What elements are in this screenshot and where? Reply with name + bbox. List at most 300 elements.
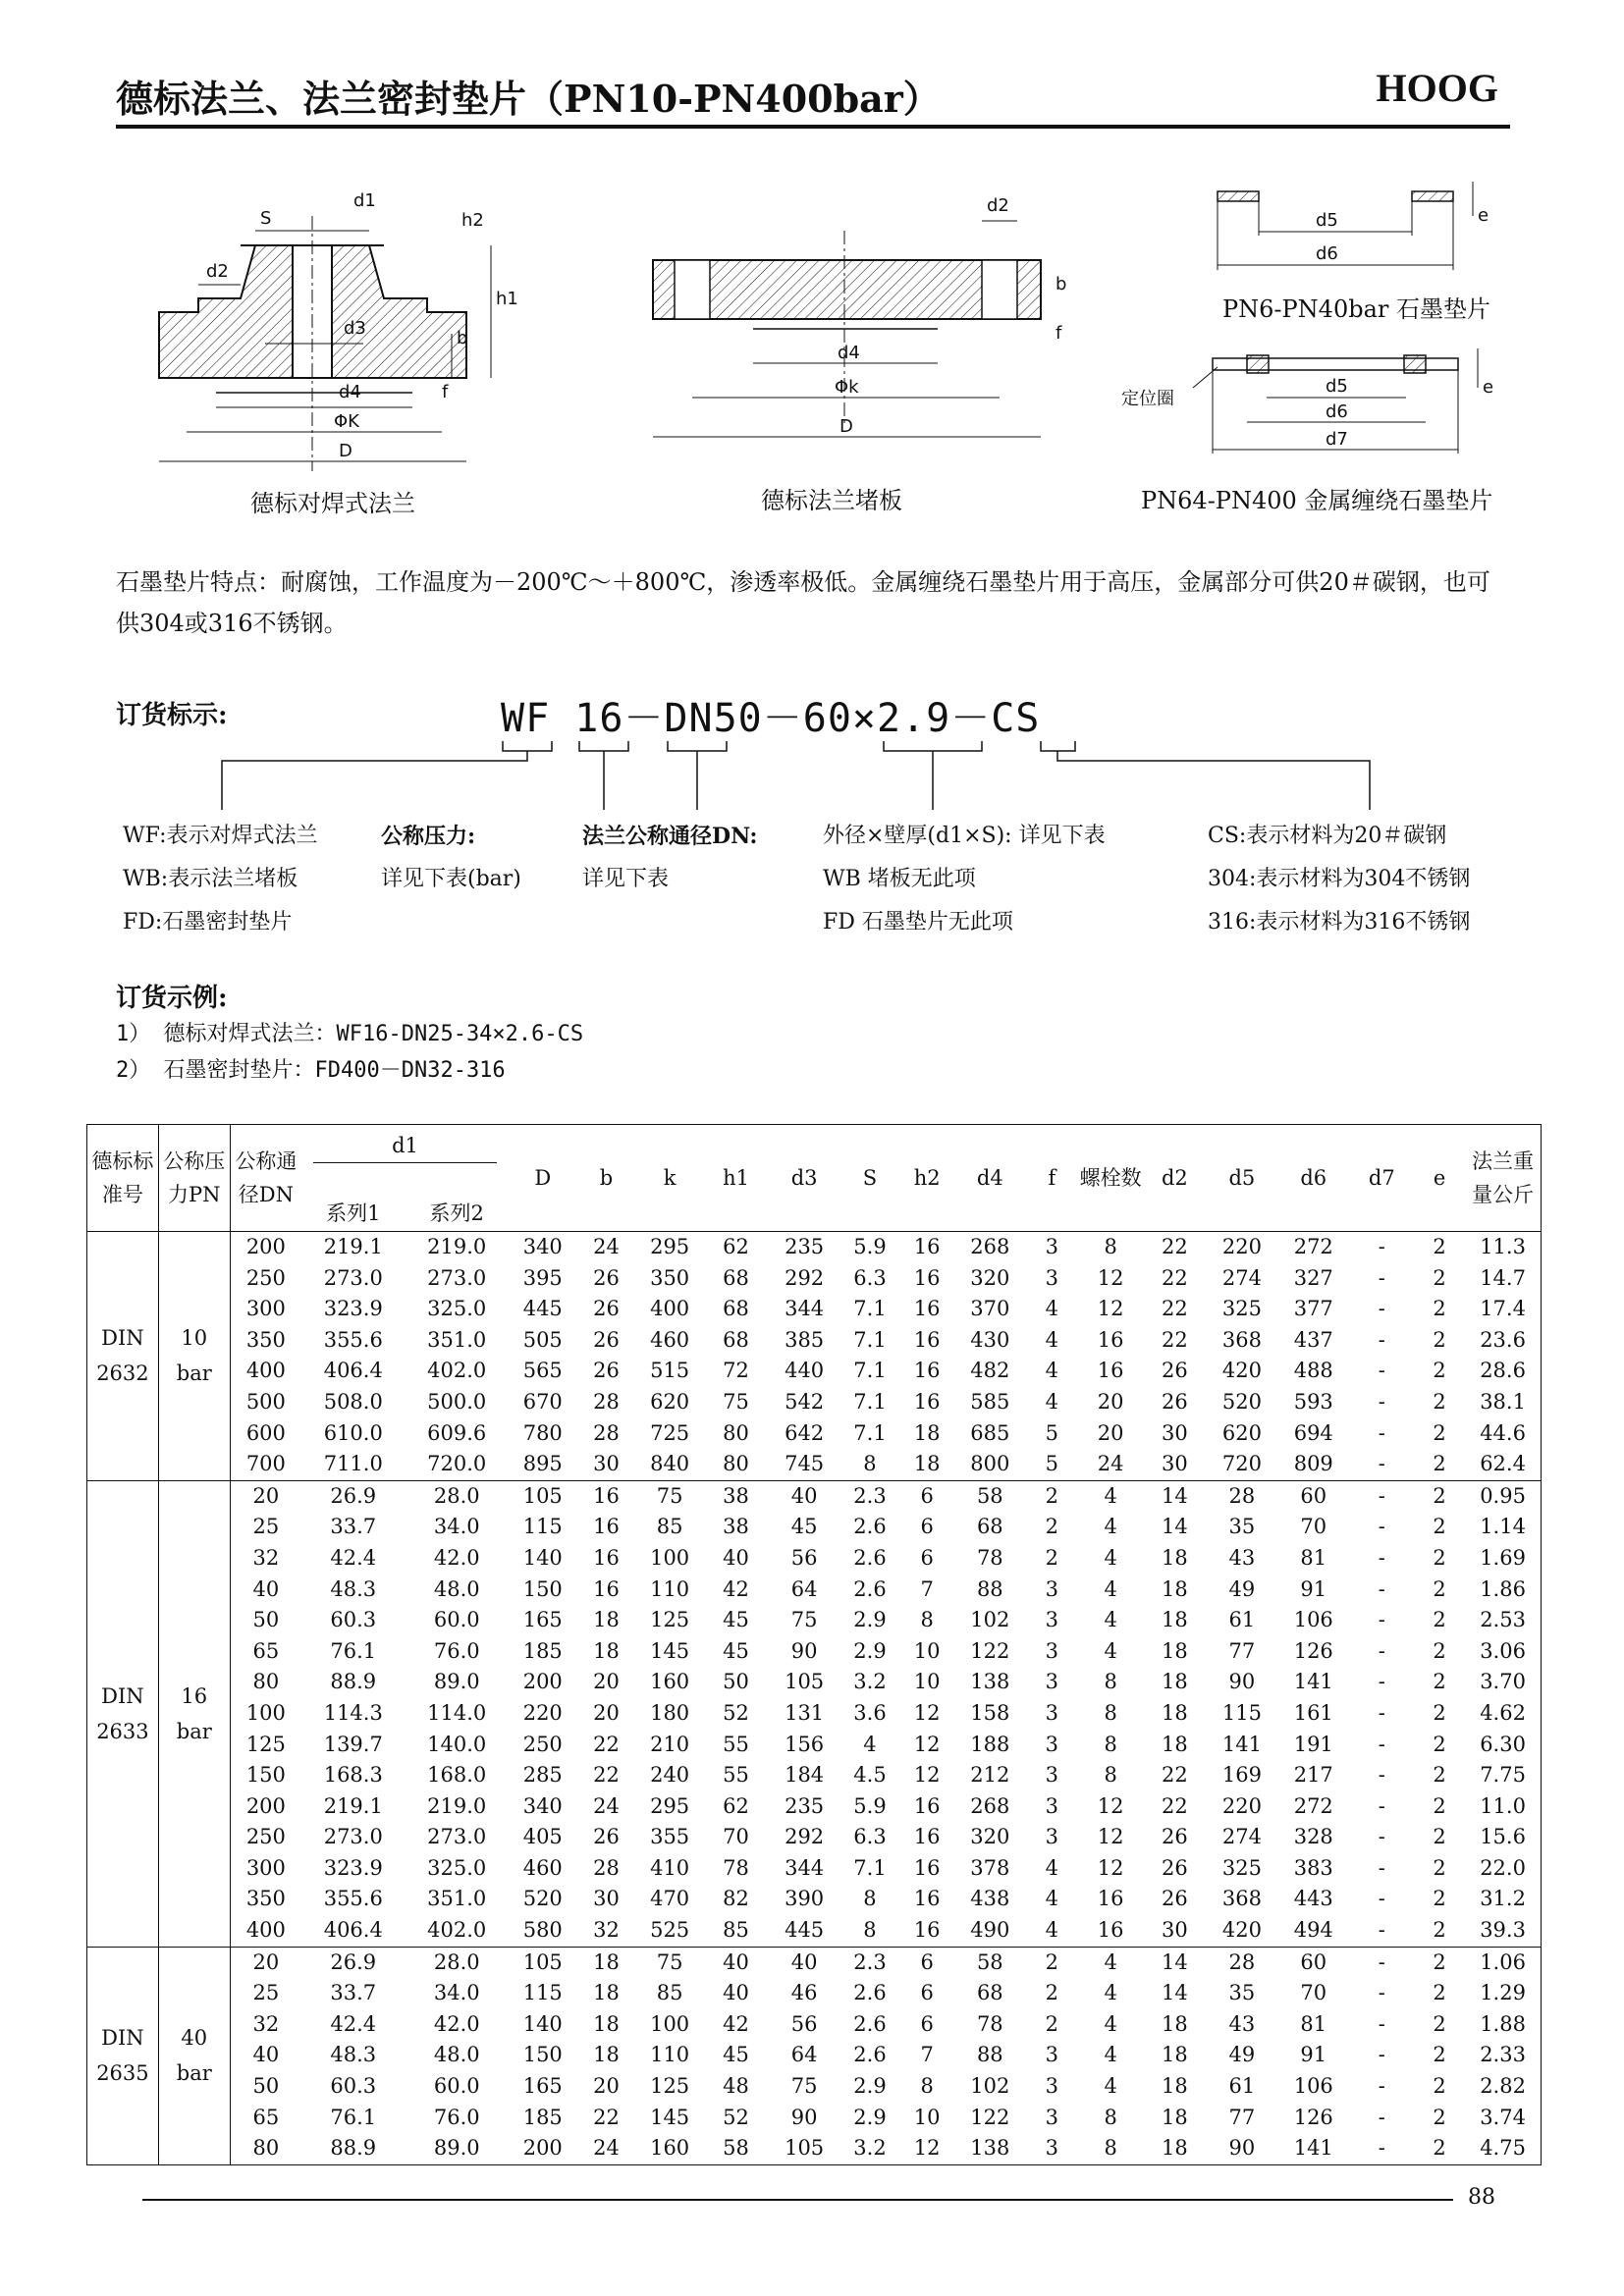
table-cell: 8	[1104, 1235, 1117, 1258]
table-cell: 327	[1293, 1265, 1333, 1290]
table-cell: 2	[1025, 1480, 1078, 1512]
examples-title: 订货示例:	[116, 984, 228, 1013]
table-cell: 28.0	[406, 1947, 509, 1978]
legend-wb: WB:表示法兰堵板	[123, 867, 298, 891]
table-cell: 52	[723, 1700, 749, 1725]
table-row	[87, 2040, 1542, 2071]
table-cell: 437	[1293, 1327, 1333, 1352]
table-cell: 81	[1300, 1545, 1327, 1570]
table-cell: 219.1	[323, 1793, 383, 1818]
table-cell: 2.82	[1480, 2074, 1526, 2099]
table-cell: 285	[522, 1763, 563, 1788]
table-cell: 3	[1045, 1670, 1059, 1694]
table-cell: 26	[593, 1825, 620, 1849]
table-row	[87, 1480, 1542, 1512]
dim-b: b	[457, 328, 468, 348]
table-cell: 725	[650, 1420, 690, 1445]
legend-size-wb: WB 堵板无此项	[823, 867, 976, 891]
table-cell: 328	[1293, 1825, 1333, 1849]
dim-D: D	[339, 441, 352, 461]
table-cell: 17.4	[1480, 1297, 1526, 1321]
table-cell: 18	[593, 1638, 620, 1663]
table-row	[87, 2009, 1542, 2041]
table-cell: 350	[650, 1265, 690, 1290]
table-cell: 64	[790, 1576, 818, 1601]
header-standard: 德标标准号	[87, 1125, 159, 1232]
table-cell: 445	[522, 1297, 563, 1321]
table-row	[87, 1356, 1542, 1387]
table-cell: 28	[593, 1389, 620, 1414]
table-cell: 2	[1045, 1515, 1059, 1539]
table-cell: 40	[704, 1947, 768, 1978]
table-cell: 378	[970, 1855, 1010, 1880]
table-cell: 4	[1045, 1297, 1059, 1321]
table-cell: 50	[252, 1608, 280, 1632]
table-cell: 15.6	[1480, 1825, 1526, 1849]
table-cell: 14	[1162, 1515, 1188, 1539]
table-cell: 488	[1293, 1359, 1333, 1383]
table-cell: 26	[593, 1359, 620, 1383]
table-cell: 520	[522, 1887, 563, 1911]
table-cell: 76.0	[433, 2105, 480, 2129]
table-cell: 16	[913, 1825, 941, 1849]
table-cell: 168.3	[323, 1763, 383, 1788]
table-cell: 188	[970, 1732, 1010, 1756]
table-cell: 145	[650, 1638, 690, 1663]
table-cell: 32	[252, 1545, 280, 1570]
table-cell: 14.7	[1480, 1265, 1526, 1290]
table-cell: 6.3	[853, 1825, 887, 1849]
header-d3: d3	[768, 1125, 840, 1232]
table-cell: 780	[522, 1420, 563, 1445]
table-cell: 68	[723, 1327, 749, 1352]
table-cell: 26	[593, 1265, 620, 1290]
table-cell: 42.0	[433, 2011, 480, 2036]
legend-material	[1208, 815, 1470, 944]
table-cell: 273.0	[323, 1265, 383, 1290]
header-b: b	[577, 1125, 636, 1232]
table-cell: 406.4	[323, 1359, 383, 1383]
table-cell: 2	[1433, 1763, 1446, 1788]
table-cell: 593	[1293, 1389, 1333, 1414]
table-cell: 2	[1433, 1981, 1446, 2005]
table-row	[87, 1791, 1542, 1823]
table-cell: 48.0	[433, 2043, 480, 2067]
table-cell: 420	[1221, 1918, 1262, 1943]
table-cell: -	[1378, 1855, 1385, 1880]
table-cell: 438	[970, 1887, 1010, 1911]
table-cell: 18	[1162, 1638, 1188, 1663]
table-cell: 2	[1433, 1327, 1446, 1352]
table-cell: -	[1378, 1918, 1385, 1943]
dim-e: e	[1478, 205, 1489, 226]
figure-caption-weld-neck: 德标对焊式法兰	[250, 490, 415, 517]
table-cell: 1.69	[1480, 1545, 1526, 1570]
table-cell: 16	[577, 1480, 636, 1512]
table-cell: 48.3	[330, 2043, 377, 2067]
table-cell: 12	[1097, 1793, 1124, 1818]
table-cell: 61	[1228, 1608, 1256, 1632]
table-cell: 610.0	[323, 1420, 383, 1445]
table-cell: 60	[1277, 1480, 1350, 1512]
table-cell: 90	[790, 2105, 818, 2129]
table-cell: 140	[522, 2011, 563, 2036]
table-cell: 460	[650, 1327, 690, 1352]
table-cell: 1.86	[1480, 1576, 1526, 1601]
table-cell: 80	[723, 1452, 749, 1476]
table-cell: 75	[790, 2074, 818, 2099]
table-cell: 2.3	[840, 1947, 899, 1978]
table-cell: 138	[970, 2136, 1010, 2161]
table-row	[87, 1853, 1542, 1885]
table-cell: 20	[230, 1947, 301, 1978]
table-cell: 88.9	[330, 2136, 377, 2161]
table-cell: -	[1378, 2105, 1385, 2129]
table-cell: 2	[1433, 1732, 1446, 1756]
table-cell: 200	[245, 1793, 286, 1818]
table-cell: 200	[245, 1235, 286, 1258]
table-cell: 390	[785, 1887, 825, 1911]
table-cell: 32	[593, 1918, 620, 1943]
table-cell: 88.9	[330, 1670, 377, 1694]
table-cell: 150	[522, 1576, 563, 1601]
header-f: f	[1025, 1125, 1078, 1232]
table-cell: 46	[790, 1981, 818, 2005]
table-cell: 1.88	[1480, 2011, 1526, 2036]
table-cell: 60.3	[330, 1608, 377, 1632]
table-cell: 18	[593, 1981, 620, 2005]
table-cell: 100	[650, 1545, 690, 1570]
table-cell: 42.4	[330, 2011, 377, 2036]
table-cell: 22	[1162, 1327, 1188, 1352]
table-cell: 490	[970, 1918, 1010, 1943]
header-divider	[116, 125, 1510, 129]
table-cell: 4	[1104, 1608, 1117, 1632]
table-cell: 295	[650, 1235, 690, 1258]
table-cell: 165	[522, 2074, 563, 2099]
table-cell: 12	[1097, 1297, 1124, 1321]
table-cell: -	[1350, 1947, 1414, 1978]
table-cell: 4	[1104, 1515, 1117, 1539]
table-cell: 76.1	[330, 2105, 377, 2129]
table-cell: 3	[1045, 2043, 1059, 2067]
table-cell: 10	[913, 1670, 941, 1694]
table-cell: 2	[1433, 1825, 1446, 1849]
table-cell: 2.9	[853, 1638, 887, 1663]
table-cell: -	[1378, 1793, 1385, 1818]
table-cell: 49	[1228, 2043, 1256, 2067]
table-cell: 525	[650, 1918, 690, 1943]
dim-d1: d1	[353, 190, 376, 211]
table-cell: 38	[723, 1515, 749, 1539]
dim-d2: d2	[987, 195, 1009, 216]
table-cell: 3	[1045, 1825, 1059, 1849]
table-cell: 75	[790, 1608, 818, 1632]
table-cell: 16	[593, 1515, 620, 1539]
legend-pressure-desc: 详见下表(bar)	[381, 867, 521, 891]
table-cell: 82	[723, 1887, 749, 1911]
table-cell: 2	[1433, 1670, 1446, 1694]
table-cell: 8	[1104, 1700, 1117, 1725]
table-cell: 235	[785, 1235, 825, 1258]
table-cell: 26	[1162, 1855, 1188, 1880]
table-cell: 140	[522, 1545, 563, 1570]
weld-neck-flange-drawing	[147, 187, 579, 481]
dim-h2: h2	[461, 210, 484, 231]
table-cell: 22	[593, 2105, 620, 2129]
table-cell: 125	[245, 1732, 286, 1756]
table-cell: 30	[593, 1452, 620, 1476]
table-cell: 2.6	[853, 2043, 887, 2067]
table-cell: 12	[1097, 1825, 1124, 1849]
table-cell: 3	[1045, 1638, 1059, 1663]
table-cell: 355.6	[323, 1327, 383, 1352]
table-cell: 711.0	[323, 1452, 383, 1476]
cell-standard: DIN 2635	[87, 1947, 159, 2164]
legend-size	[823, 815, 1106, 944]
table-cell: 370	[970, 1297, 1010, 1321]
table-cell: 895	[522, 1452, 563, 1476]
table-cell: 320	[970, 1265, 1010, 1290]
table-cell: 28	[593, 1420, 620, 1445]
table-cell: 40	[768, 1480, 840, 1512]
table-cell: 28.0	[406, 1480, 509, 1512]
header-d1	[301, 1125, 509, 1232]
dim-k: Φk	[835, 377, 859, 398]
legend-cs: CS:表示材料为20＃碳钢	[1208, 824, 1447, 848]
table-cell: 16	[913, 1793, 941, 1818]
table-cell: 169	[1221, 1763, 1262, 1788]
figure-caption-graphite-gasket: PN6-PN40bar 石墨垫片	[1222, 295, 1490, 323]
table-cell: 45	[723, 1608, 749, 1632]
table-cell: 26	[1162, 1887, 1188, 1911]
table-cell: 40	[723, 1981, 749, 2005]
table-cell: 18	[1162, 2011, 1188, 2036]
table-cell: 16	[913, 1359, 941, 1383]
table-cell: 8	[920, 2074, 934, 2099]
table-cell: -	[1378, 1235, 1385, 1258]
table-cell: 160	[650, 2136, 690, 2161]
table-cell: 76.1	[330, 1638, 377, 1663]
table-cell: 250	[522, 1732, 563, 1756]
table-cell: 6.3	[853, 1265, 887, 1290]
table-row	[87, 2103, 1542, 2134]
table-cell: 400	[650, 1297, 690, 1321]
table-cell: 220	[522, 1700, 563, 1725]
table-cell: 272	[1293, 1235, 1333, 1258]
table-cell: 33.7	[330, 1981, 377, 2005]
table-cell: 34.0	[433, 1515, 480, 1539]
table-cell: 4	[1104, 1981, 1117, 2005]
cell-pressure: 16 bar	[158, 1480, 230, 1947]
table-cell: 12	[913, 1700, 941, 1725]
table-cell: 2	[1433, 1235, 1446, 1258]
header-weight: 法兰重量公斤	[1465, 1125, 1541, 1232]
table-cell: 7.1	[853, 1389, 887, 1414]
table-cell: 105	[509, 1947, 577, 1978]
table-cell: -	[1378, 1700, 1385, 1725]
table-cell: 45	[723, 1638, 749, 1663]
table-cell: 22	[1162, 1763, 1188, 1788]
table-row	[87, 1387, 1542, 1418]
table-cell: 25	[252, 1981, 280, 2005]
table-cell: 100	[245, 1700, 286, 1725]
table-cell: 350	[245, 1327, 286, 1352]
table-cell: 48	[723, 2074, 749, 2099]
table-cell: 42	[723, 2011, 749, 2036]
table-cell: 720.0	[427, 1452, 487, 1476]
table-cell: 8	[863, 1452, 877, 1476]
legend-size-title: 外径×壁厚(d1×S): 详见下表	[823, 824, 1106, 848]
table-cell: 6	[920, 2011, 934, 2036]
table-row	[87, 1575, 1542, 1606]
table-cell: 3	[1045, 1793, 1059, 1818]
table-cell: 2	[1433, 1452, 1446, 1476]
table-cell: 25	[252, 1515, 280, 1539]
table-cell: 460	[522, 1855, 563, 1880]
table-cell: 60.0	[433, 2074, 480, 2099]
table-cell: 7.1	[853, 1420, 887, 1445]
table-row	[87, 1325, 1542, 1357]
table-cell: 105	[785, 2136, 825, 2161]
table-cell: 72	[723, 1359, 749, 1383]
table-cell: 16	[913, 1297, 941, 1321]
table-cell: 323.9	[323, 1297, 383, 1321]
table-cell: 26	[1162, 1359, 1188, 1383]
table-cell: -	[1378, 2011, 1385, 2036]
table-cell: 840	[650, 1452, 690, 1476]
table-cell: 685	[970, 1420, 1010, 1445]
table-cell: 292	[785, 1265, 825, 1290]
table-cell: 60.0	[433, 1608, 480, 1632]
figure-caption-spiral-wound-gasket: PN64-PN400 金属缠绕石墨垫片	[1141, 487, 1493, 514]
table-cell: 8	[863, 1918, 877, 1943]
table-cell: 33.7	[330, 1515, 377, 1539]
table-cell: 60	[1277, 1947, 1350, 1978]
table-cell: 2	[1433, 1887, 1446, 1911]
table-cell: 368	[1221, 1327, 1262, 1352]
table-cell: 56	[790, 1545, 818, 1570]
table-cell: -	[1378, 1420, 1385, 1445]
header-k: k	[635, 1125, 704, 1232]
table-cell: 20	[593, 1670, 620, 1694]
table-cell: 22	[1162, 1297, 1188, 1321]
table-cell: 10	[913, 2105, 941, 2129]
table-cell: 7.1	[853, 1359, 887, 1383]
table-cell: -	[1378, 1887, 1385, 1911]
legend-304: 304:表示材料为304不锈钢	[1208, 867, 1471, 891]
table-cell: 12	[1097, 1855, 1124, 1880]
table-row	[87, 1263, 1542, 1295]
table-cell: 26	[1162, 1825, 1188, 1849]
table-cell: 2.3	[840, 1480, 899, 1512]
table-cell: 141	[1293, 2136, 1333, 2161]
dim-s: S	[260, 208, 272, 229]
table-cell: 7.1	[853, 1327, 887, 1352]
table-cell: 28	[1207, 1480, 1277, 1512]
table-cell: 75	[635, 1480, 704, 1512]
table-cell: 77	[1228, 1638, 1256, 1663]
table-cell: 325.0	[427, 1855, 487, 1880]
table-header	[87, 1125, 1542, 1232]
table-cell: -	[1378, 1297, 1385, 1321]
table-cell: 18	[1162, 2074, 1188, 2099]
page-number: 88	[1468, 2185, 1495, 2210]
table-cell: 26	[593, 1327, 620, 1352]
table-cell: 140.0	[427, 1732, 487, 1756]
table-cell: 440	[785, 1359, 825, 1383]
table-cell: 2	[1433, 1265, 1446, 1290]
table-cell: 3	[1045, 2105, 1059, 2129]
dim-D: D	[839, 416, 853, 437]
header-h2: h2	[899, 1125, 955, 1232]
table-cell: 26	[593, 1297, 620, 1321]
table-cell: 90	[790, 1638, 818, 1663]
table-cell: 184	[785, 1763, 825, 1788]
table-cell: 273.0	[323, 1825, 383, 1849]
table-cell: 16	[1097, 1887, 1124, 1911]
table-cell: 42.4	[330, 1545, 377, 1570]
table-cell: 2	[1433, 2043, 1446, 2067]
table-cell: 16	[913, 1389, 941, 1414]
table-cell: 30	[1162, 1420, 1188, 1445]
table-cell: 800	[970, 1452, 1010, 1476]
legend-pressure-title: 公称压力:	[381, 824, 476, 849]
table-cell: -	[1378, 2136, 1385, 2161]
table-cell: 18	[593, 2011, 620, 2036]
table-cell: 2	[1433, 1855, 1446, 1880]
features-paragraph: 石墨垫片特点：耐腐蚀，工作温度为－200℃～＋800℃，渗透率极低。金属缠绕石墨垫片用于高压，金属部分可供20＃碳钢，也可供304或316不锈钢。	[116, 568, 1490, 637]
table-row	[87, 1512, 1542, 1543]
table-cell: 58	[723, 2136, 749, 2161]
table-cell: 16	[1097, 1918, 1124, 1943]
table-cell: -	[1378, 1359, 1385, 1383]
table-row	[87, 1418, 1542, 1450]
table-cell: 191	[1293, 1732, 1333, 1756]
table-cell: 272	[1293, 1793, 1333, 1818]
table-cell: 18	[1162, 1608, 1188, 1632]
table-cell: 122	[970, 2105, 1010, 2129]
table-cell: 28	[593, 1855, 620, 1880]
table-cell: 40	[723, 1545, 749, 1570]
table-cell: 24	[593, 1235, 620, 1258]
table-cell: 42	[723, 1576, 749, 1601]
table-cell: 30	[1162, 1452, 1188, 1476]
table-cell: 200	[522, 1670, 563, 1694]
table-cell: 2	[1433, 1793, 1446, 1818]
header-pressure: 公称压力PN	[158, 1125, 230, 1232]
table-cell: 445	[785, 1918, 825, 1943]
table-cell: 1.29	[1480, 1981, 1526, 2005]
header-bolts: 螺栓数	[1079, 1125, 1143, 1232]
table-cell: 50	[252, 2074, 280, 2099]
table-cell: 12	[913, 2136, 941, 2161]
table-cell: 377	[1293, 1297, 1333, 1321]
table-cell: 515	[650, 1359, 690, 1383]
table-cell: 115	[522, 1515, 563, 1539]
table-row	[87, 1947, 1542, 1978]
table-cell: 14	[1143, 1480, 1207, 1512]
table-cell: 55	[723, 1763, 749, 1788]
table-cell: 78	[976, 1545, 1003, 1570]
table-cell: 4	[1104, 2011, 1117, 2036]
table-cell: 114.0	[427, 1700, 487, 1725]
table-cell: 4	[1045, 1887, 1059, 1911]
table-cell: 670	[522, 1389, 563, 1414]
table-cell: 355	[650, 1825, 690, 1849]
table-cell: 482	[970, 1359, 1010, 1383]
table-cell: 12	[913, 1763, 941, 1788]
